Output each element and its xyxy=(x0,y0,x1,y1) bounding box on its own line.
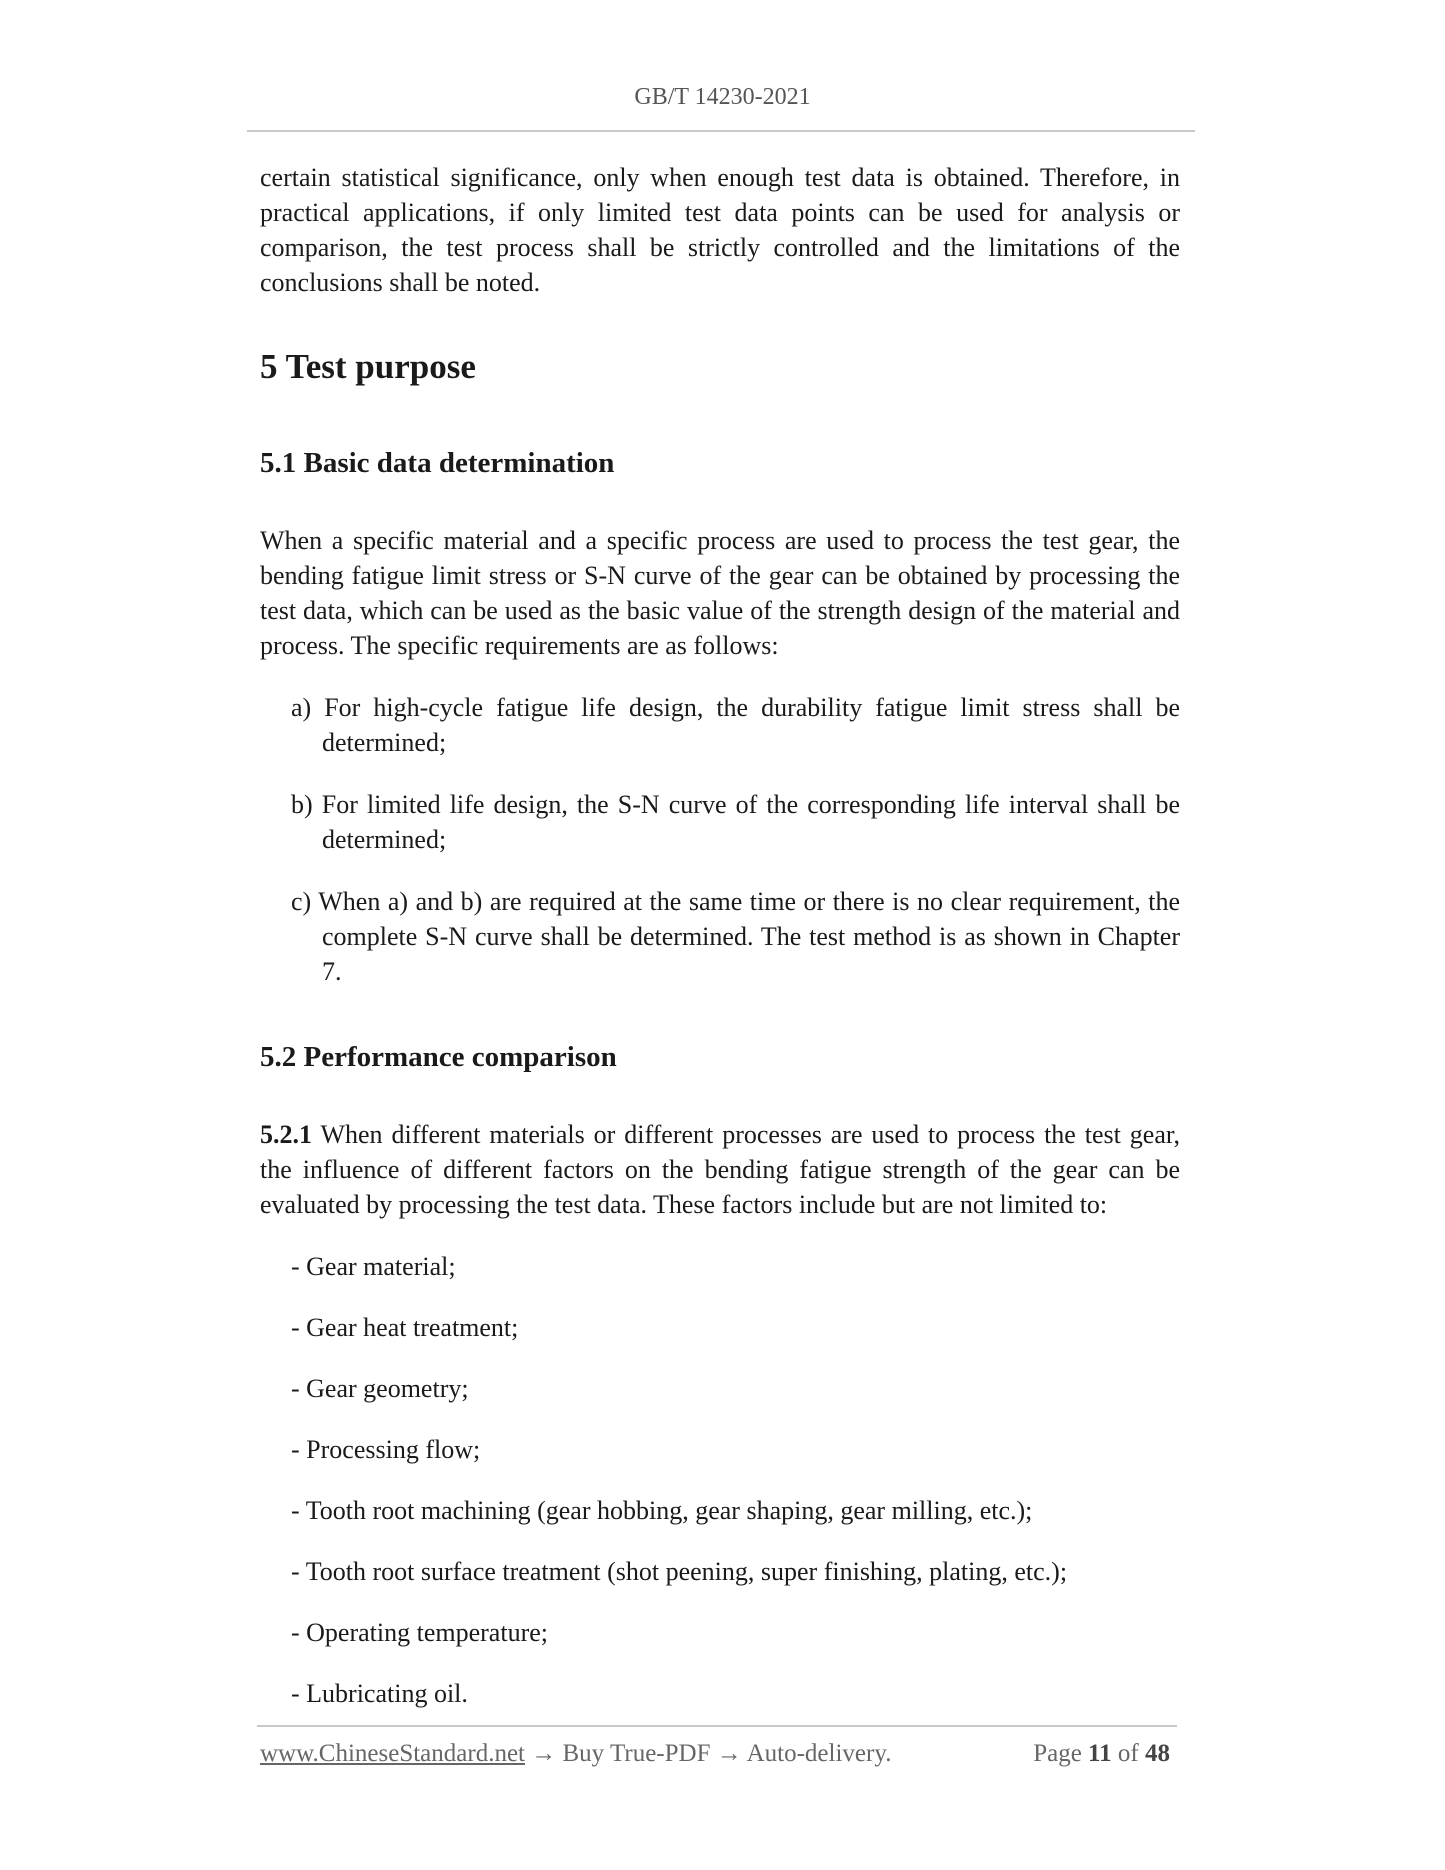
section-5-heading: 5 Test purpose xyxy=(260,347,476,386)
page-footer xyxy=(260,1740,1180,1768)
footer-divider xyxy=(257,1725,1177,1727)
factor-item: - Tooth root machining (gear hobbing, gear shaping, gear milling, etc.); xyxy=(291,1496,1033,1525)
clause-5-2-1 xyxy=(260,1117,1180,1222)
page-label: Page xyxy=(1033,1740,1082,1767)
running-header: GB/T 14230-2021 xyxy=(634,84,811,110)
factor-item: - Processing flow; xyxy=(291,1435,481,1464)
clause-number: 5.2.1 xyxy=(260,1120,312,1149)
factor-item: - Tooth root surface treatment (shot peening, super finishing, plating, etc.); xyxy=(291,1557,1068,1586)
page-number xyxy=(1033,1740,1170,1768)
intro-paragraph: certain statistical significance, only when enough test data is obtained. Therefore, in practical applications, if only limited test data points can be used for analysis or comparison, the test process shall be strictly controlled and the limitations of the conclusions shall be noted. xyxy=(260,163,1180,297)
factor-item: - Gear material; xyxy=(291,1252,456,1281)
delivery-text: Auto-delivery. xyxy=(746,1740,892,1767)
list-item-b: b) For limited life design, the S-N curve of the corresponding life interval shall be determined; xyxy=(291,790,1180,854)
arrow-icon: → xyxy=(531,1740,557,1767)
site-link[interactable]: www.ChineseStandard.net xyxy=(260,1740,525,1767)
list-item-c: c) When a) and b) are required at the same time or there is no clear requirement, the complete S-N curve shall be determined. The test method is as shown in Chapter 7. xyxy=(291,887,1180,986)
section-5-1-body: When a specific material and a specific process are used to process the test gear, the bending fatigue limit stress or S-N curve of the gear can be obtained by processing the test data, which can be used as the basic value of the strength design of the material and process. The specific requirements are as follows: xyxy=(260,526,1180,660)
total-pages: 48 xyxy=(1145,1740,1170,1767)
page-content xyxy=(260,160,1180,1711)
current-page: 11 xyxy=(1088,1740,1112,1767)
factor-item: - Gear geometry; xyxy=(291,1374,469,1403)
factor-item: - Gear heat treatment; xyxy=(291,1313,519,1342)
factor-item: - Lubricating oil. xyxy=(291,1679,468,1708)
buy-text: Buy True-PDF xyxy=(562,1740,711,1767)
arrow-icon: → xyxy=(716,1740,742,1767)
section-5-2-heading: 5.2 Performance comparison xyxy=(260,1041,617,1073)
section-5-1-heading: 5.1 Basic data determination xyxy=(260,447,615,479)
list-item-a: a) For high-cycle fatigue life design, the durability fatigue limit stress shall be determined; xyxy=(291,693,1180,757)
clause-text: When different materials or different processes are used to process the test gear, the influence of different factors on the bending fatigue strength of the gear can be evaluated by processing the test data. These factors include but are not limited to: xyxy=(260,1120,1180,1219)
of-label: of xyxy=(1117,1740,1139,1767)
factor-item: - Operating temperature; xyxy=(291,1618,548,1647)
header-divider xyxy=(247,130,1195,132)
